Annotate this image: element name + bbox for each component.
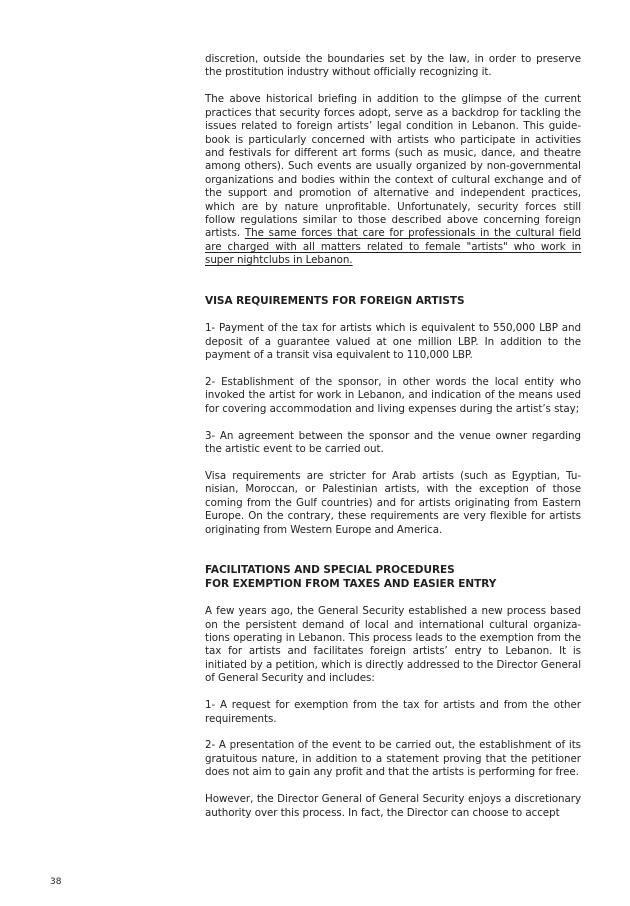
page-number: 38: [50, 877, 62, 887]
briefing-paragraph: [205, 93, 581, 267]
visa-requirement-1: 1- Payment of the tax for artists which is equivalent to 550,000 LBP and deposit of a guarantee valued at one million LBP. In addition to the payment of a transit visa equivalent to 110,000 LBP.: [205, 322, 581, 361]
visa-requirement-3: 3- An agreement between the sponsor and the venue owner regarding the artistic event to be carried out.: [205, 429, 581, 456]
section-spacer: [205, 281, 581, 295]
director-authority-paragraph: However, the Director General of General Security enjoys a discretionary authority over this process. In fact, the Director can choose to accept: [205, 793, 581, 819]
text-column: [205, 53, 581, 820]
facilitations-section-heading: [205, 564, 581, 591]
facilitations-intro-paragraph: A few years ago, the General Security established a new process based on the persistent demand of local and international cultural organiza-tions operating in Lebanon. This process leads to the exemption from the tax for artists and facilitates foreign artists’ entry to Lebanon. It is initiated by a petition, which is directly addressed to the Director General of General Security and includes:: [205, 605, 581, 685]
facilitations-heading-line2: FOR EXEMPTION FROM TAXES AND EASIER ENTRY: [205, 578, 497, 591]
facilitations-item-1: 1- A request for exemption from the tax for artists and from the other requirements.: [205, 699, 581, 725]
briefing-text: The above historical briefing in addition to the glimpse of the current practices that security forces adopt, serve as a backdrop for tackling the issues related to foreign artists’ legal condition in Lebanon. This guide-book is particularly concerned with artists who participate in activities and festivals for different art forms (such as music, dance, and theatre among others). Such events are usually organized by non-governmental organizations and bodies within the context of cultural exchange and of the support and promotion of alternative and independent practices, which are by nature unprofitable. Unfortunately, security forces still follow regulations similar to those described above concerning foreign artists.: [205, 93, 581, 240]
facilitations-heading-line1: FACILITATIONS AND SPECIAL PROCEDURES: [205, 564, 455, 577]
facilitations-item-2: 2- A presentation of the event to be carried out, the establishment of its gratuitous nature, in addition to a statement proving that the petitioner does not aim to gain any profit and that the artists is performing for free.: [205, 739, 581, 779]
visa-stricter-paragraph: Visa requirements are stricter for Arab artists (such as Egyptian, Tu-nisian, Moroccan, or Palestinian artists, with the exception of those coming from the Gulf countries) and for artists originating from Eastern Europe. On the contrary, these requirements are very flexible for artists originating from Western Europe and America.: [205, 469, 581, 536]
visa-section-heading: [205, 295, 581, 309]
intro-paragraph: discretion, outside the boundaries set by the law, in order to preserve the prostitution industry without officially recognizing it.: [205, 53, 581, 79]
visa-heading-text: VISA REQUIREMENTS FOR FOREIGN ARTISTS: [205, 295, 465, 308]
briefing-underlined-text: The same forces that care for professionals in the cultural field are charged with all matters related to female "artists" who work in super nightclubs in Lebanon.: [205, 227, 581, 267]
visa-requirement-2: 2- Establishment of the sponsor, in other words the local entity who invoked the artist for work in Lebanon, and indication of the means used for covering accommodation and living expenses during the artist’s stay;: [205, 375, 581, 415]
section-spacer: [205, 550, 581, 564]
